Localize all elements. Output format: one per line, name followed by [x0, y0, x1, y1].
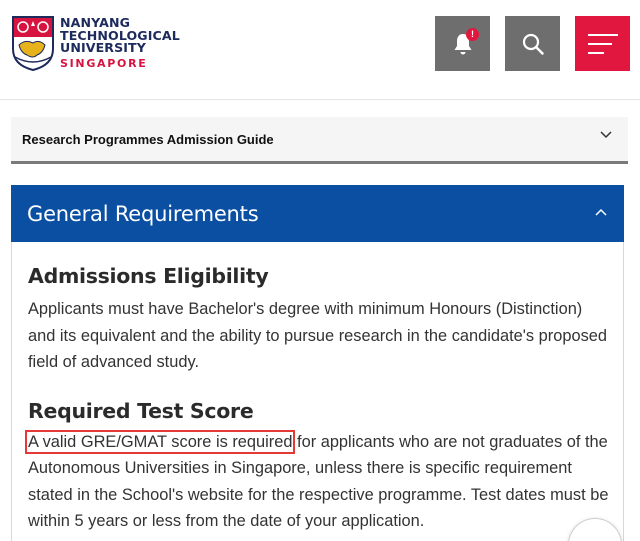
chevron-up-icon	[595, 208, 607, 216]
section-dropdown[interactable]	[11, 117, 628, 164]
search-icon	[522, 33, 544, 55]
logo-wordmark	[60, 17, 180, 70]
ntu-crest-icon	[11, 15, 55, 71]
logo-line-2: TECHNOLOGICAL	[60, 27, 180, 43]
site-header	[0, 0, 640, 100]
test-score-text-rest: for applicants who are not graduates of the Autonomous Universities in Singapore, unless there is specific requirement stated in the School's website for the respective programme. Test dates must be within 5 years or less from the date of your application.	[28, 432, 609, 530]
highlighted-requirement: A valid GRE/GMAT score is required	[28, 432, 293, 451]
search-button[interactable]	[505, 16, 560, 71]
eligibility-text: Applicants must have Bachelor's degree with minimum Honours (Distinction) and its equivalent and the ability to pursue research in the candidate's proposed field of advanced study.	[28, 300, 608, 371]
hamburger-menu-icon	[587, 33, 619, 55]
logo-line-3: UNIVERSITY	[60, 40, 146, 56]
section-heading-test-score: Required Test Score	[28, 398, 254, 423]
menu-button[interactable]	[575, 16, 630, 71]
dropdown-label: Research Programmes Admission Guide	[22, 131, 274, 147]
accordion-title: General Requirements	[27, 201, 259, 226]
notification-badge: !	[466, 28, 479, 41]
test-score-text	[28, 429, 613, 535]
accordion-header[interactable]	[11, 185, 624, 242]
ntu-logo[interactable]	[11, 15, 180, 73]
logo-line-1: NANYANG	[60, 15, 131, 30]
chevron-down-icon	[600, 131, 612, 139]
logo-line-4: SINGAPORE	[60, 56, 148, 70]
accordion-content	[28, 261, 613, 535]
section-heading-eligibility: Admissions Eligibility	[28, 264, 269, 288]
notifications-button[interactable]	[435, 16, 490, 71]
general-requirements-accordion	[11, 185, 624, 541]
